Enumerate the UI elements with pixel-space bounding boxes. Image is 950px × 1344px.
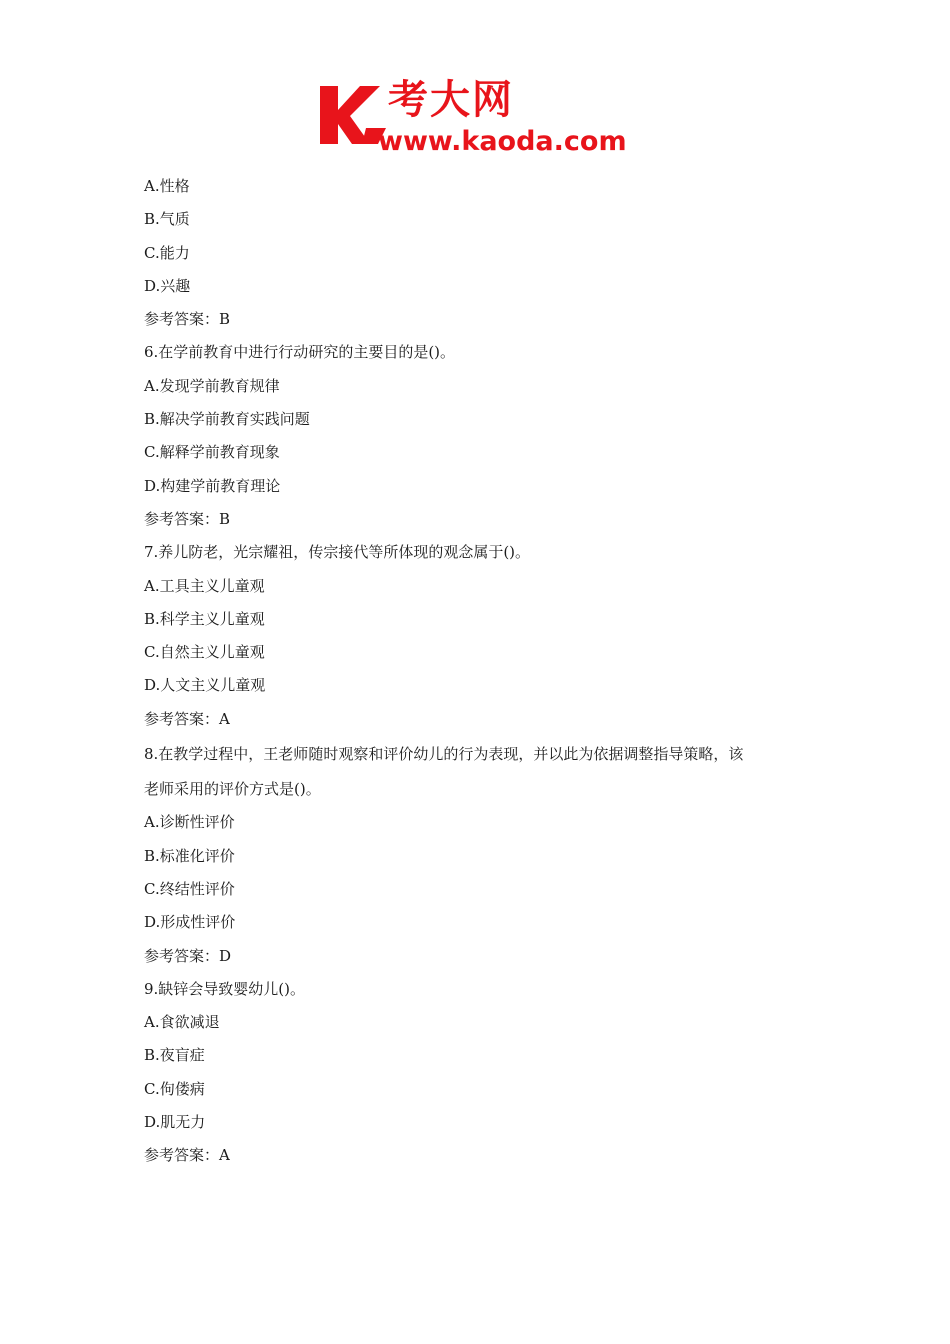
question-list <box>144 170 824 1173</box>
option-d: D.肌无力 <box>144 1113 206 1132</box>
answer-line: 参考答案：B <box>144 310 231 329</box>
option-c: C.佝偻病 <box>144 1079 205 1098</box>
answer-line: 参考答案：D <box>144 946 232 965</box>
option-b: B.解决学前教育实践问题 <box>144 410 310 429</box>
kaoda-logo <box>318 78 640 160</box>
option-d: D.人文主义儿童观 <box>144 676 266 695</box>
question-8: 8.在教学过程中，王老师随时观察和评价幼儿的行为表现，并以此为依据调整指导策略，该 <box>144 745 744 764</box>
option-a: A.食欲减退 <box>144 1013 220 1032</box>
option-b: B.科学主义儿童观 <box>144 609 265 628</box>
answer-line: 参考答案：A <box>144 1146 230 1165</box>
option-a: A.发现学前教育规律 <box>144 376 280 395</box>
option-c: C.能力 <box>144 243 190 262</box>
question-6: 6.在学前教育中进行行动研究的主要目的是()。 <box>144 343 456 362</box>
option-c: C.终结性评价 <box>144 879 235 898</box>
option-a: A.诊断性评价 <box>144 813 235 832</box>
option-d: D.兴趣 <box>144 276 191 295</box>
option-c: C.自然主义儿童观 <box>144 643 265 662</box>
option-d: D.形成性评价 <box>144 913 236 932</box>
option-b: B.气质 <box>144 210 190 229</box>
option-d: D.构建学前教育理论 <box>144 476 281 495</box>
logo-chinese-text: 考大网 <box>388 77 514 123</box>
logo-url-text: www.kaoda.com <box>378 126 627 157</box>
question-8-continued: 老师采用的评价方式是()。 <box>144 780 321 799</box>
option-b: B.标准化评价 <box>144 846 235 865</box>
answer-line: 参考答案：B <box>144 509 231 528</box>
answer-line: 参考答案：A <box>144 709 230 728</box>
option-c: C.解释学前教育现象 <box>144 443 280 462</box>
option-a: A.工具主义儿童观 <box>144 576 265 595</box>
question-9: 9.缺锌会导致婴幼儿()。 <box>144 979 306 998</box>
question-7: 7.养儿防老，光宗耀祖，传宗接代等所体现的观念属于()。 <box>144 543 531 562</box>
option-a: A.性格 <box>144 177 190 195</box>
option-b: B.夜盲症 <box>144 1046 205 1065</box>
